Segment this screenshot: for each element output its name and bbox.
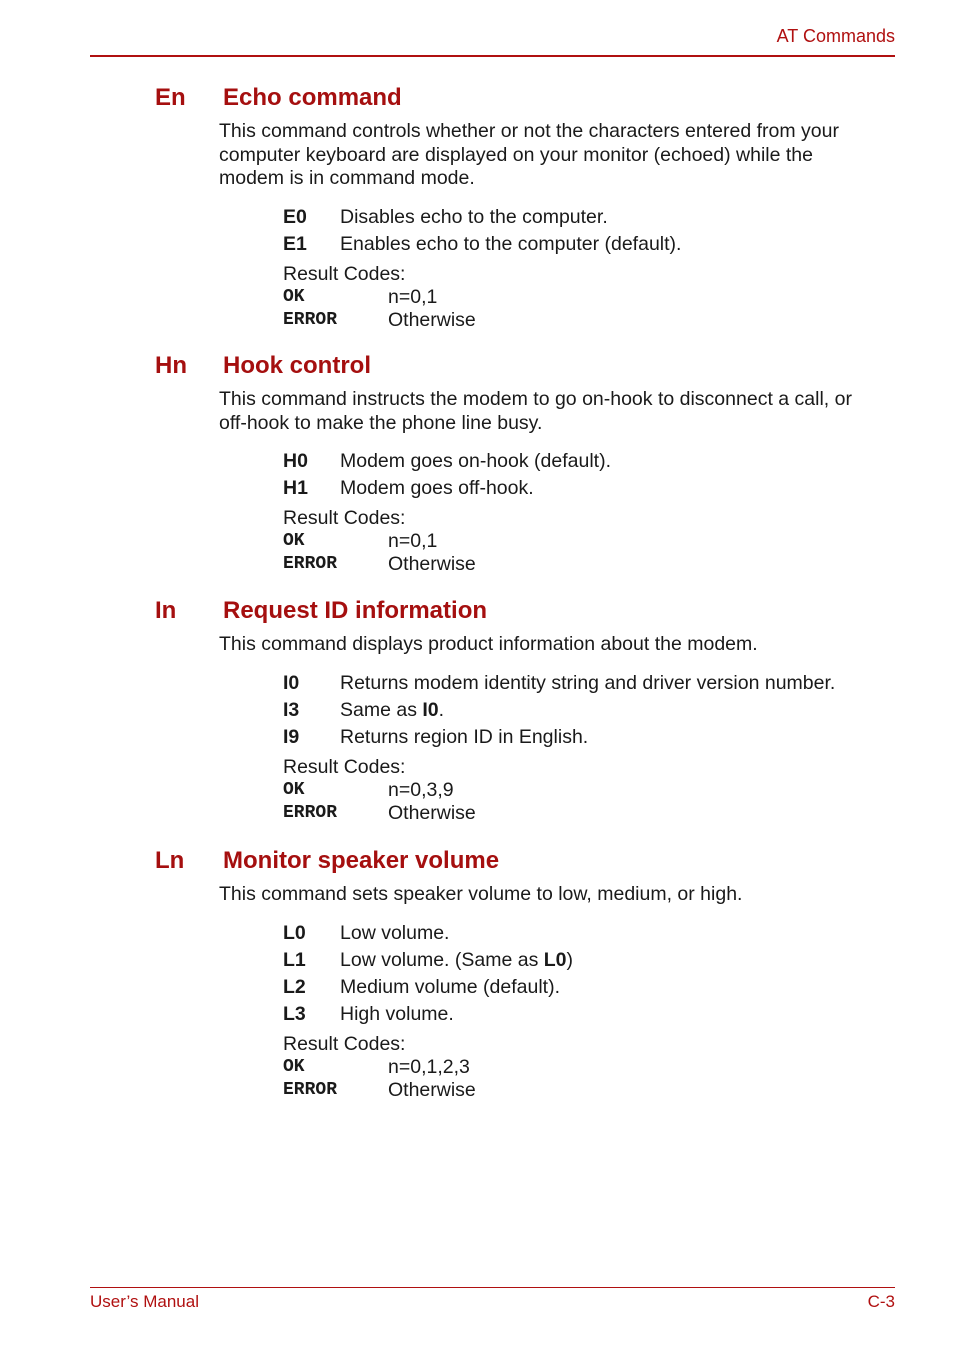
section-request-id-information bbox=[0, 596, 954, 825]
command-text: Enables echo to the computer (default). bbox=[340, 232, 682, 255]
result-code: ERROR bbox=[283, 1079, 338, 1100]
command-key: L3 bbox=[283, 1002, 306, 1025]
result-codes bbox=[283, 1033, 954, 1102]
command-code: Ln bbox=[155, 847, 185, 874]
command-code: En bbox=[155, 84, 186, 111]
result-row bbox=[283, 1079, 954, 1102]
result-row bbox=[283, 286, 954, 309]
result-codes-label: Result Codes: bbox=[283, 755, 406, 778]
result-value: Otherwise bbox=[388, 553, 476, 575]
header-rule bbox=[90, 55, 895, 57]
section-title: Hook control bbox=[223, 352, 371, 379]
result-value: n=0,1,2,3 bbox=[388, 1055, 470, 1078]
command-item bbox=[283, 670, 954, 697]
result-code: OK bbox=[283, 1056, 305, 1077]
command-key: I0 bbox=[283, 671, 300, 694]
command-key: I9 bbox=[283, 725, 300, 748]
command-text: Modem goes on-hook (default). bbox=[340, 450, 611, 472]
footer-rule bbox=[90, 1287, 895, 1288]
command-item bbox=[283, 947, 954, 974]
command-text bbox=[340, 947, 573, 974]
section-heading bbox=[0, 846, 954, 876]
result-value: Otherwise bbox=[388, 1078, 476, 1101]
section-heading bbox=[0, 83, 954, 113]
result-row bbox=[283, 1056, 954, 1079]
result-row bbox=[283, 530, 954, 553]
command-key: H0 bbox=[283, 450, 308, 472]
result-row bbox=[283, 553, 954, 576]
command-text: Modem goes off-hook. bbox=[340, 477, 534, 499]
command-item bbox=[283, 231, 954, 258]
command-item bbox=[283, 448, 954, 475]
command-key: L2 bbox=[283, 975, 306, 998]
command-list bbox=[283, 920, 954, 1028]
section-description: This command instructs the modem to go on-hook to disconnect a call, or off-hook to make the phone line busy. bbox=[219, 388, 852, 434]
section-description: This command sets speaker volume to low, medium, or high. bbox=[219, 883, 743, 905]
running-head: AT Commands bbox=[776, 26, 895, 46]
command-key: E0 bbox=[283, 205, 307, 228]
footer-manual-name: User’s Manual bbox=[90, 1292, 199, 1311]
result-code: OK bbox=[283, 531, 305, 551]
command-text-part: Low volume. (Same as bbox=[340, 948, 544, 971]
command-item bbox=[283, 1001, 954, 1028]
result-code: ERROR bbox=[283, 554, 338, 574]
result-codes bbox=[283, 756, 954, 825]
section-description: This command displays product information about the modem. bbox=[219, 633, 758, 655]
result-value: n=0,3,9 bbox=[388, 778, 454, 801]
result-value: n=0,1 bbox=[388, 285, 438, 308]
command-text: Returns modem identity string and driver version number. bbox=[340, 671, 836, 694]
command-text bbox=[340, 697, 444, 724]
command-key: L1 bbox=[283, 948, 306, 971]
command-key: E1 bbox=[283, 232, 307, 255]
section-description: This command controls whether or not the characters entered from your computer keyboard are displayed on your monitor (echoed) while the modem is in command mode. bbox=[219, 120, 839, 189]
section-monitor-speaker-volume bbox=[0, 846, 954, 1102]
result-code: ERROR bbox=[283, 802, 338, 823]
section-title: Monitor speaker volume bbox=[223, 847, 500, 874]
result-row bbox=[283, 779, 954, 802]
command-text: Returns region ID in English. bbox=[340, 725, 589, 748]
result-codes-label: Result Codes: bbox=[283, 1032, 406, 1055]
command-reference: L0 bbox=[543, 948, 567, 971]
result-codes bbox=[283, 507, 954, 576]
command-code: In bbox=[155, 597, 177, 624]
command-text-part: Same as bbox=[340, 698, 423, 721]
command-list bbox=[283, 670, 954, 751]
command-item bbox=[283, 920, 954, 947]
result-codes bbox=[283, 263, 954, 332]
command-key: H1 bbox=[283, 477, 308, 499]
command-text: Low volume. bbox=[340, 921, 450, 944]
section-heading bbox=[0, 596, 954, 626]
result-code: OK bbox=[283, 779, 305, 800]
section-heading bbox=[0, 351, 954, 381]
result-row bbox=[283, 309, 954, 332]
command-list bbox=[283, 448, 954, 502]
command-key: I3 bbox=[283, 698, 300, 721]
command-key: L0 bbox=[283, 921, 306, 944]
command-item bbox=[283, 204, 954, 231]
section-title: Echo command bbox=[223, 84, 402, 111]
result-value: Otherwise bbox=[388, 308, 476, 331]
command-item bbox=[283, 475, 954, 502]
command-text: High volume. bbox=[340, 1002, 454, 1025]
result-code: ERROR bbox=[283, 309, 338, 330]
command-text-part: . bbox=[438, 698, 445, 721]
command-text: Disables echo to the computer. bbox=[340, 205, 608, 228]
command-list bbox=[283, 204, 954, 258]
command-text-part: ) bbox=[566, 948, 574, 971]
section-title: Request ID information bbox=[223, 597, 488, 624]
result-value: Otherwise bbox=[388, 801, 476, 824]
section-echo-command bbox=[0, 83, 954, 332]
command-item bbox=[283, 724, 954, 751]
result-codes-label: Result Codes: bbox=[283, 507, 406, 529]
command-item bbox=[283, 974, 954, 1001]
page-number: C-3 bbox=[867, 1292, 895, 1311]
command-code: Hn bbox=[155, 352, 187, 379]
command-reference: I0 bbox=[422, 698, 439, 721]
result-code: OK bbox=[283, 286, 305, 307]
result-value: n=0,1 bbox=[388, 530, 438, 552]
command-text: Medium volume (default). bbox=[340, 975, 561, 998]
section-hook-control bbox=[0, 351, 954, 576]
result-codes-label: Result Codes: bbox=[283, 262, 406, 285]
result-row bbox=[283, 802, 954, 825]
command-item bbox=[283, 697, 954, 724]
